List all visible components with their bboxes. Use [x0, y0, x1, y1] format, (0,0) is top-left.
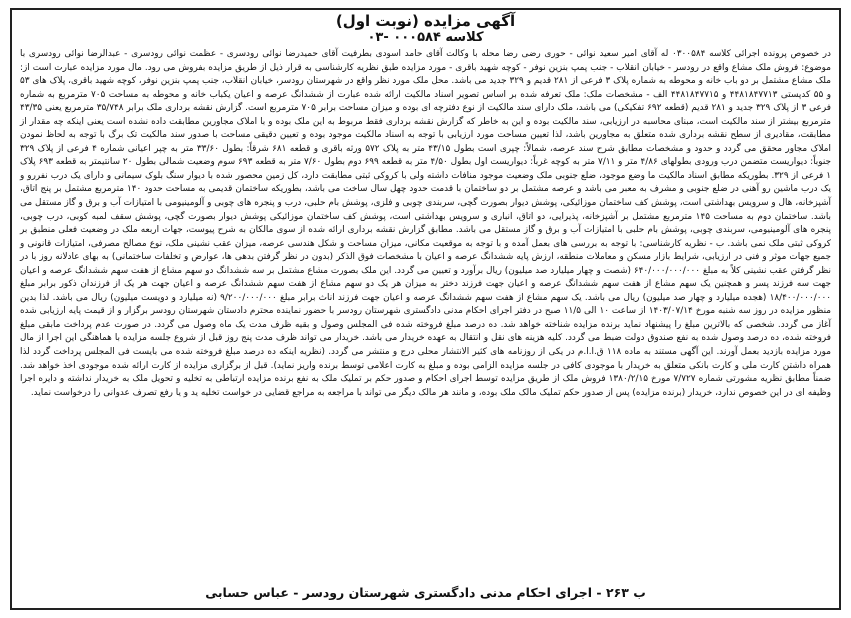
signature-line: ب ۲۶۳ - اجرای احکام مدنی دادگستری شهرستان رودسر - عباس حسابی: [205, 585, 646, 600]
notice-header: [12, 12, 839, 46]
file-number: کلاسه ۰۰۰۵۸۴ -۰۳: [367, 30, 484, 45]
auction-notice: [10, 8, 841, 610]
notice-title: آگهی مزایده (نوبت اول): [335, 12, 516, 30]
notice-body-text: در خصوص پرونده اجرائی کلاسه ۰۳۰۰۵۸۴ له آقای امیر سعید نوائی - حوری رضی رضا محله با وکالت آقای حامد اسودی بطرفیت آقای حمیدرضا نوائی رودسری - عظمت نوائی رودسری - عبدالرضا نوائی رودسری با موضوع: فروش ملک مشاع واقع در رودسر - خیابان انقلاب - جنب پمپ بنزین نوفر - کوچه شهید باقری - مورد مزایده طبق نظریه کارشناسی به قرار ذیل از طریق مزایده بفروش می رود. مال مورد مزایده عبارت است از: ملک مشاع مشتمل بر دو باب خانه و محوطه به شماره پلاک ۳ فرعی از ۲۸۱ قدیم و ۳۲۹ جدید می باشد. محل ملک مورد نظر واقع در شهرستان رودسر، خیابان انقلاب، جنب پمپ بنزین نوفر، کوچه شهید باقری، پلاک های ۵۳ و ۵۵ کدپستی ۴۴۸۱۸۴۷۷۱۳ و ۴۴۸۱۸۴۷۷۱۵ الف - مشخصات ملک: ملک تعرفه شده بر اساس تصویر اسناد مالکیت ارائه شده عبارت از ششدانگ عرصه و اعیان یکباب خانه و محوطه به مساحت ۷۰۵ مترمربع به شماره فرعی ۳ از پلاک ۳۲۹ جدید و ۲۸۱ قدیم (قطعه ۶۹۲ تفکیکی) می باشد، ملک دارای سند مالکیت از نوع دفترچه ای بوده و میزان مساحت برابر ۷۰۵ مترمربع است. گزارش نقشه برداری ملک برابر ۳۵/۷۴۸ مترمربع یعنی ۴۳/۳۵ مترمربع بیشتر از سند مالکیت است، مبنای محاسبه در ارزیابی، سند مالکیت بوده و این به خاطر که گزارش نقشه برداری فقط مربوط به این ملک بوده و با املاک مجاورین مطابقت داده نشده است یعنی اینکه چه مقدار از مطابقت، مقادیری از سطح نقشه برداری شده متعلق به مجاورین باشد، لذا تعیین مساحت مورد ارزیابی با توجه به اسناد مالکیت موجود بوده و تعیین دقیقی مساحت با صدور سند مالکیت تک برگ با توجه به لحاظ نمودن املاک مجاور محقق می گردد و حدود و مشخصات مطابق شرح سند عرصه، شمالاً: چپری است بطول ۴۳/۱۵ متر به پلاک ۵۷۲ ورثه باقری و قطعه ۶۸۱ شرقاً: بطول ۳۳/۶۰ متر به چپر اعیانی شماره ۴ فرعی از پلاک ۳۲۹ جنوباً: دیواریست متضمن درب ورودی بطولهای ۴/۸۶ متر و ۷/۱۱ متر به کوچه غرباً: دیواریست اول بطول ۴/۵۰ متر به قطعه ۶۹۹ دوم بطول ۷/۶۰ متر به قطعه ۶۹۳ سوم وضعیت شمالی بطول ۲۰ سانتیمتر به قطعه ۶۹۳ پلاک ۱ فرعی از ۳۲۹. بطوریکه مطابق اسناد مالکیت ما وضع موجود، ضلع جنوبی ملک وضعیت موجود منافات داشته ولی با کروکی ثبتی مطابقت دارد، کل زمین محصور شده با دیوار سنگ بلوک سیمانی و دارای یک درب نفررو و یک درب ماشین رو آهنی در ضلع جنوبی و مشرف به معبر می باشد و عرصه مشتمل بر دو ساختمان با قدمت حدود چهل سال ساخت می باشد، بطوریکه ساختمان قدیمی به مساحت حدود ۱۴۰ مترمربع مشتمل بر پنج اتاق، آشپزخانه، هال و سرویس بهداشتی است، پوشش کف ساختمان موزائیکی، پوشش دیوار بصورت گچی، سربندی چوبی و فلزی، پوشش بام حلبی، درب و پنجره های چوبی و آلومینیومی با امتیازات آب و برق و گاز مستقل می باشد. ساختمان دوم به مساحت ۱۴۵ مترمربع مشتمل بر آشپزخانه، پذیرایی، دو اتاق، انباری و سرویس بهداشتی است، پوشش کف ساختمان موزائیکی پوشش دیوار بصورت گچی، پوشش سقف لمبه کوبی، درب چوبی، پنجره های آلومینیومی، سربندی چوبی، پوشش بام حلبی با امتیازات آب و برق و گاز مستقل می باشد. مطابق گزارش نقشه برداری ارائه شده از سوی مالکان به شرح پیوست، جهات اربعه ملک در وضعیت فعلی منطبق بر کروکی ثبتی ملک نمی باشد. ب - نظریه کارشناسی: با توجه به بررسی های بعمل آمده و با توجه به موقعیت مکانی، میزان مساحت و شکل هندسی عرصه، میزان عقب نشینی ملک، نوع مصالح مصرفی، امتیازات قانونی و جمیع جهات موثر و فنی در ارزیابی، شرایط بازار مسکن و معاملات منطقه، ارزش پایه ششدانگ عرصه و اعیان با مشخصات فوق الذکر (بدون در نظر گرفتن بدهی ها، عوارض و تخلفات ساختمانی) به بهای عادلانه روز با در نظر گرفتن عقب نشینی کلاً به مبلغ ۶۴۰/۰۰۰/۰۰۰/۰۰۰ (شصت و چهار میلیارد صد میلیون) ریال برآورد و تعیین می گردد. این ملک بصورت مشاع مشتمل بر سه ششدانگ دو سهم مشاع از هفت سهم ششدانگ عرصه و اعیان جهت سه فرزند پسر و همچنین یک سهم مشاع از هفت سهم ششدانگ عرصه و اعیان جهت فرزند دختر به میزان هر یک دو سهم مشاع از هفت سهم ششدانگ عرصه و اعیان جهت هر یک از فرزندان ذکور برابر مبلغ ۱۸/۴۰۰/۰۰۰/۰۰۰ (هجده میلیارد و چهار صد میلیون) ریال می باشد. یک سهم مشاع از هفت سهم ششدانگ عرصه و اعیان جهت فرزند اناث برابر مبلغ ۹/۲۰۰/۰۰۰/۰۰۰ (نه میلیارد و دویست میلیون) ریال می باشد. لذا بدین منظور مزایده در روز سه شنبه مورخ ۱۴۰۳/۰۷/۱۴ از ساعت ۱۰ الی ۱۱/۵ صبح در دفتر اجرای احکام مدنی دادگستری شهرستان رودسر با حضور نماینده محترم دادستان شهرستان رودسر برگزار و از قیمت پایه ارزیابی شده آغاز می گردد. شخصی که بالاترین مبلغ را پیشنهاد نماید برنده مزایده شناخته خواهد شد. ده درصد مبلغ فروخته شده فی المجلس وصول و بقیه ظرف مدت یک ماه وصول می گردد. در صورت عدم پرداخت مابقی مبلغ فروخته شده، ده درصد وصول شده به نفع صندوق دولت ضبط می گردد. کلیه هزینه های نقل و انتقال به عهده خریدار می باشد. خریدار می تواند ظرف مدت پنج روز قبل از شروع جلسه مزایده با هماهنگی این اجرا از مال مورد مزایده بازدید بعمل آورند. این آگهی مستند به ماده ۱۱۸ ق.ا.ا.م در یکی از روزنامه های کثیر الانتشار محلی درج و منتشر می گردد. (نظریه اینکه ده درصد مبلغ فروخته شده می بایست فی المجلس پرداخت گردد لذا همراه داشتن کارت ملی و کارت بانکی متعلق به خریدار با موجودی کافی در جلسه مزایده الزامی بوده و مبلغ به کارت اعلامی توسط برنده واریز نماید). قبل از برگزاری مزایده از کارت ارائه شده موجودی اخذ خواهد شد. ضمناً مطابق نظریه مشورتی شماره ۷/۷۲۷ مورخ ۱۳۸۰/۲/۱۵ فروش ملک از طریق مزایده توسط اجرای احکام و صدور حکم بر تملیک ملک به نفع برنده مزایده ارتباطی به تخلیه و تحویل ملک به خریدار نداشته و دایره اجرا وظیفه ای در این خصوص ندارد، خریدار (برنده مزایده) پس از صدور حکم تملیک مالک ملک بوده، و مانند هر مالک دیگر می تواند با مراجعه به مراجع قضایی در خواست تخلیه ید و یا رفع تصرف عدوانی را درخواست نماید.: [20, 49, 832, 398]
